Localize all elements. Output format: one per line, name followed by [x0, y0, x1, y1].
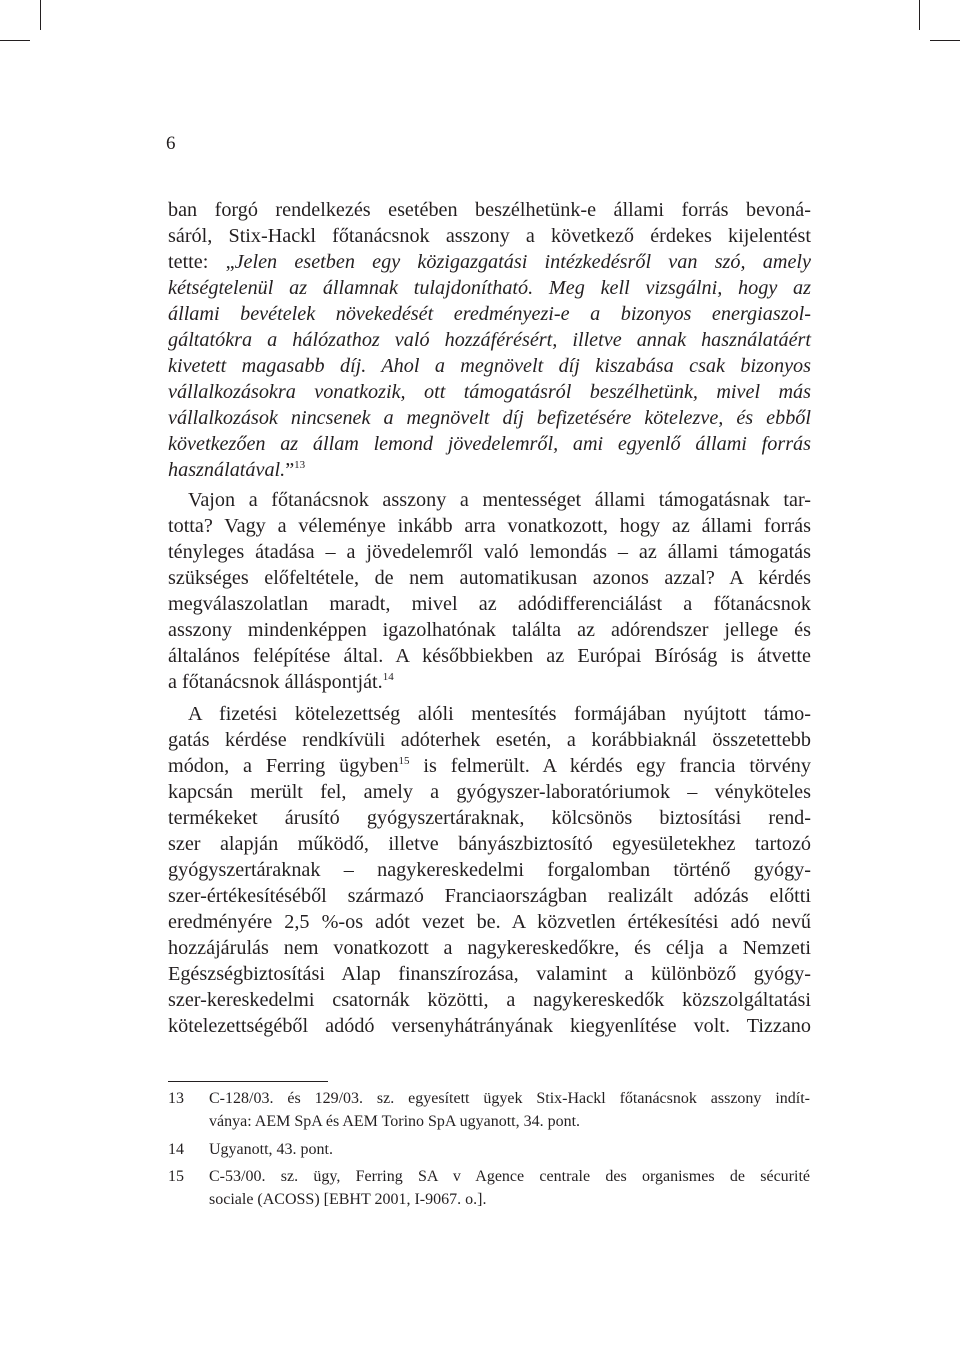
text-line: szer-kereskedelmi csatornák közötti, a nagykereskedők közszolgáltatási: [168, 989, 811, 1011]
crop-mark: [40, 0, 41, 30]
text-line: kötelezettségéből adódó versenyhátrányának kiegyenlítése volt. Tizzano: [168, 1015, 811, 1037]
text-line: tényleges átadása – a jövedelemről való lemondás – az állami támogatás: [168, 541, 811, 563]
footnote-divider: [168, 1081, 328, 1082]
text-line: általános felépítése által. A későbbiekben az Európai Bíróság is átvette: [168, 645, 811, 667]
text-line: hozzájárulás nem vonatkozott a nagykereskedőkre, és célja a Nemzeti: [168, 937, 811, 959]
text-line: szer alapján működő, illetve bányászbiztosító egyesületekhez tartozó: [168, 833, 811, 855]
text-line: kivetett magasabb díj. Ahol a megnövelt díj kiszabása csak bizonyos: [168, 355, 811, 377]
text-line: szükséges előfeltétele, de nem automatikusan azonos azzal? A kérdés: [168, 567, 811, 589]
text-line: asszony mindenképpen igazolhatónak találta az adórendszer jellege és: [168, 619, 811, 641]
text-run: tette: „: [168, 251, 235, 273]
text-run: módon, a Ferring ügyben: [168, 755, 399, 777]
text-line: gyógyszertáraknak – nagykereskedelmi forgalomban történő gyógy-: [168, 859, 811, 881]
footnote-ref: 15: [398, 755, 410, 767]
text-line: A fizetési kötelezettség alóli mentesítés formájában nyújtott támo-: [188, 703, 811, 725]
quote-run: Jelen esetben egy közigazgatási intézkedésről van szó, amely: [234, 251, 811, 273]
text-line: kétségtelenül az államnak tulajdonítható. Meg kell vizsgálni, hogy az: [168, 277, 811, 299]
footnote-number: 14: [168, 1141, 184, 1158]
footnote-ref: 13: [294, 459, 306, 471]
text-line: eredményére 2,5 %-os adót vezet be. A közvetlen értékesítési adó nevű: [168, 911, 811, 933]
footnote-line: C-128/03. és 129/03. sz. egyesített ügyek Stix-Hackl főtanácsnok asszony indít-: [209, 1090, 810, 1107]
text-line: totta? Vagy a véleménye inkább arra vonatkozott, hogy az állami forrás: [168, 515, 811, 537]
page-number: 6: [166, 133, 176, 154]
text-line: szer-értékesítéséből származó Franciaországban realizált adózás előtti: [168, 885, 811, 907]
text-line: vállalkozásokra vonatkozik, ott támogatásról beszélhetünk, mivel más: [168, 381, 811, 403]
footnote-line: C-53/00. sz. ügy, Ferring SA v Agence centrale des organismes de sécurité: [209, 1168, 810, 1185]
crop-mark: [0, 40, 30, 41]
text-line: [168, 669, 811, 695]
text-line: [168, 457, 811, 483]
footnote-ref: 14: [382, 671, 394, 683]
text-line: [168, 753, 811, 779]
footnote-line: ványa: AEM SpA és AEM Torino SpA ugyanott, 34. pont.: [209, 1113, 581, 1130]
text-line: ban forgó rendelkezés esetében beszélhetünk-e állami forrás bevoná-: [168, 199, 811, 221]
text-line: kapcsán merült fel, amely a gyógyszer-laboratóriumok – vényköteles: [168, 781, 811, 803]
crop-mark: [919, 0, 920, 30]
text-line: sáról, Stix-Hackl főtanácsnok asszony a következő érdekes kijelentést: [168, 225, 811, 247]
text-line: gatás kérdése rendkívüli adóterhek esetén, a korábbiaknál összetettebb: [168, 729, 811, 751]
text-line: gáltatókra a hálózathoz való hozzáférésért, illetve annak használatáért: [168, 329, 811, 351]
crop-mark: [930, 40, 960, 41]
text-line: következően az állam lemond jövedelemről, ami egyenlő állami forrás: [168, 433, 811, 455]
text-run: használatával.: [168, 459, 286, 481]
footnote-line: Ugyanott, 43. pont.: [209, 1141, 333, 1158]
text-run: is felmerült. A kérdés egy francia törvény: [409, 755, 811, 777]
text-run: ”: [285, 459, 295, 481]
footnote-number: 15: [168, 1168, 184, 1185]
text-run: a főtanácsnok álláspontját.: [168, 671, 383, 693]
text-line: Vajon a főtanácsnok asszony a mentességet állami támogatásnak tar-: [188, 489, 811, 511]
text-line: megválaszolatlan maradt, mivel az adódifferenciálást a főtanácsnok: [168, 593, 811, 615]
footnote-line: sociale (ACOSS) [EBHT 2001, I-9067. o.].: [209, 1191, 487, 1208]
footnote-number: 13: [168, 1090, 184, 1107]
text-line: termékeket árusító gyógyszertáraknak, kölcsönös biztosítási rend-: [168, 807, 811, 829]
text-line: állami bevételek növekedését eredményezi-e a bizonyos energiaszol-: [168, 303, 811, 325]
text-line: [168, 249, 811, 275]
text-line: Egészségbiztosítási Alap finanszírozása, valamint a különböző gyógy-: [168, 963, 811, 985]
text-line: vállalkozások nincsenek a megnövelt díj befizetésére kötelezve, és ebből: [168, 407, 811, 429]
